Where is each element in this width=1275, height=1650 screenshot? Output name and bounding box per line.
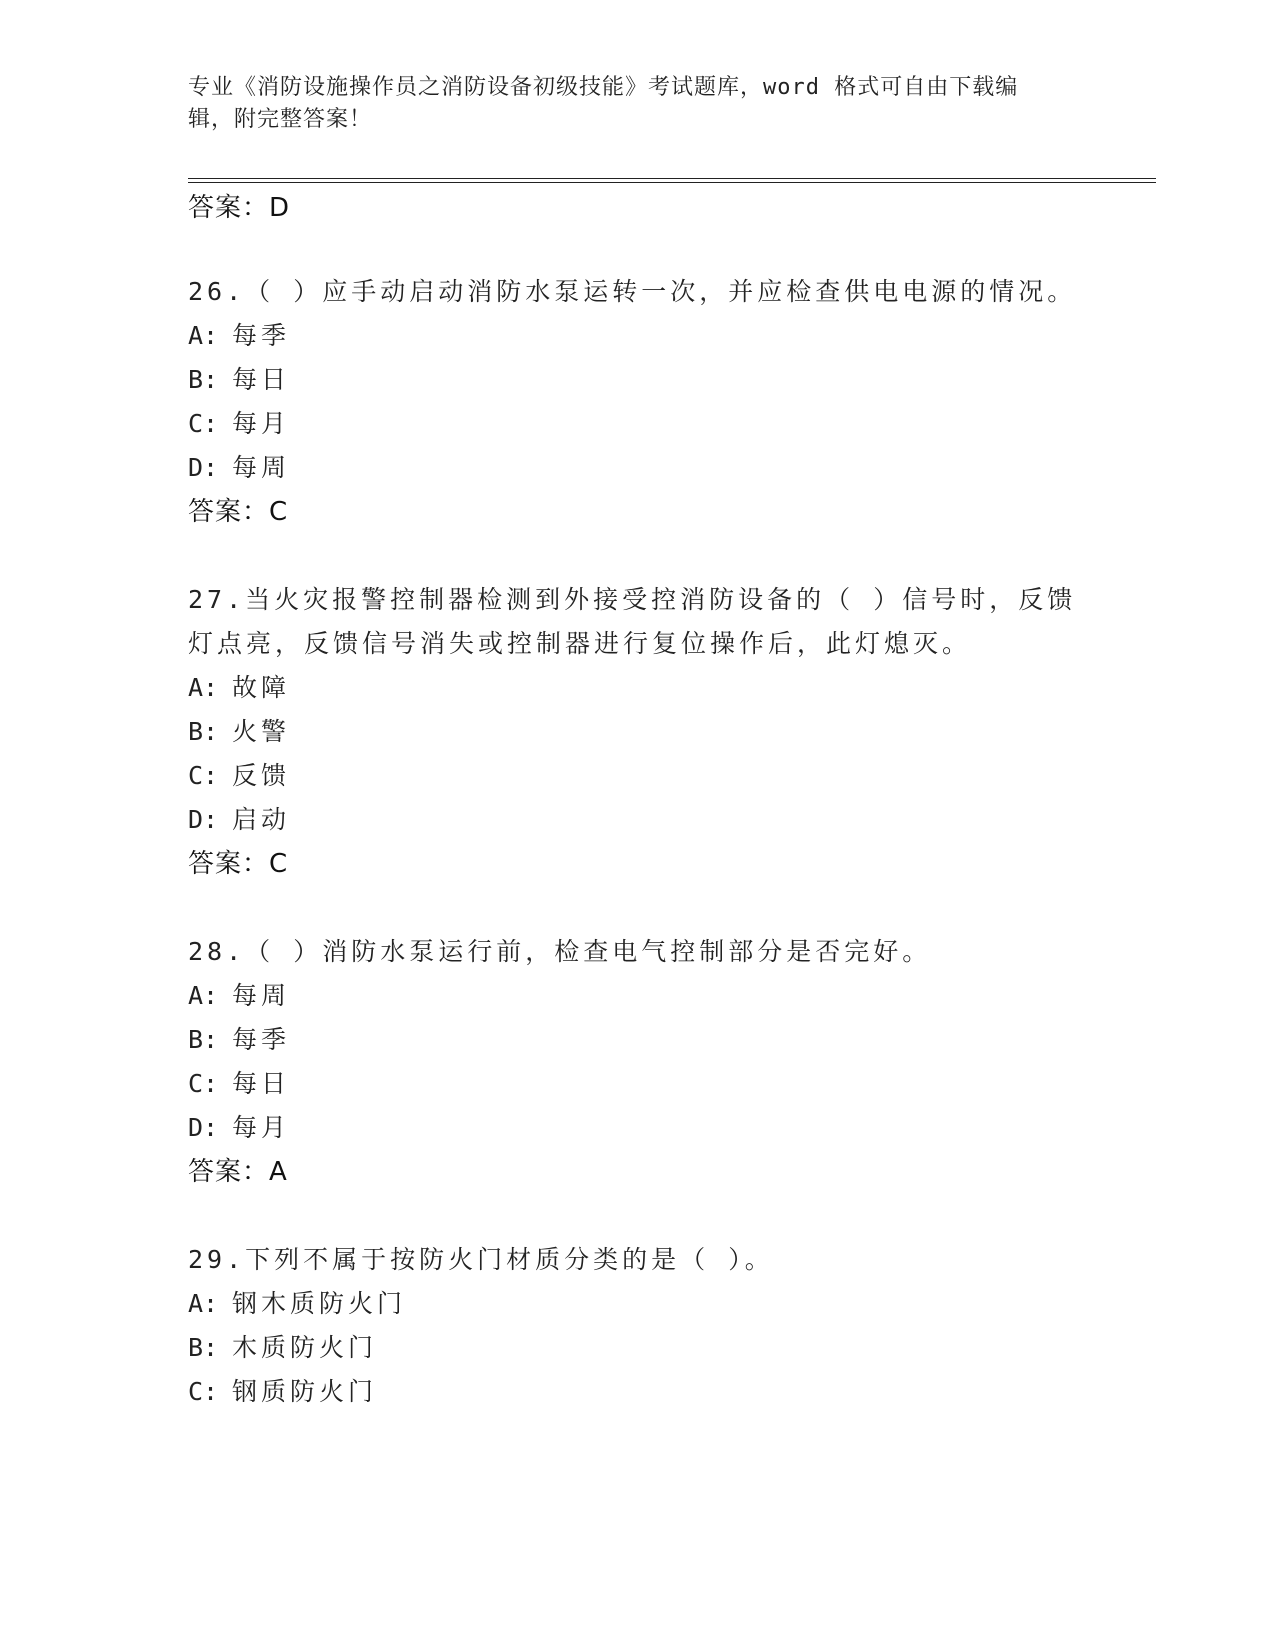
option-key: B: — [188, 1025, 219, 1054]
question-28-answer: 答案：A — [188, 1157, 288, 1187]
question-27-option-b — [188, 716, 290, 748]
question-26-text: 26.（ ）应手动启动消防水泵运转一次，并应检查供电电源的情况。 — [188, 277, 1077, 306]
question-27-option-d — [188, 804, 290, 836]
header-line-2: 辑，附完整答案！ — [188, 107, 373, 132]
question-26-option-b — [188, 364, 290, 396]
question-29-text: 29.下列不属于按防火门材质分类的是（ ）。 — [188, 1245, 774, 1274]
question-26-option-c — [188, 408, 290, 440]
question-29-option-c — [188, 1376, 377, 1408]
option-key: B: — [188, 365, 219, 394]
option-key: A: — [188, 321, 219, 350]
question-26-option-d — [188, 452, 290, 484]
question-27-text-line-1: 27.当火灾报警控制器检测到外接受控消防设备的（ ）信号时，反馈 — [188, 585, 1077, 614]
option-text: 每周 — [232, 981, 291, 1010]
question-27-text-line-2: 灯点亮，反馈信号消失或控制器进行复位操作后，此灯熄灭。 — [188, 629, 972, 658]
header-line-1: 专业《消防设施操作员之消防设备初级技能》考试题库，word 格式可自由下载编 — [188, 75, 1019, 100]
option-key: D: — [188, 453, 219, 482]
option-text: 每日 — [232, 365, 291, 394]
option-text: 每日 — [232, 1069, 291, 1098]
header-divider-bottom — [188, 182, 1156, 183]
question-26-option-a — [188, 320, 290, 352]
option-text: 反馈 — [232, 761, 291, 790]
option-text: 木质防火门 — [232, 1333, 378, 1362]
option-text: 钢质防火门 — [232, 1377, 378, 1406]
option-key: A: — [188, 673, 219, 702]
header-divider-top — [188, 178, 1156, 179]
question-28-option-c — [188, 1068, 290, 1100]
option-text: 每月 — [232, 1113, 291, 1142]
previous-answer: 答案：D — [188, 193, 291, 223]
option-key: C: — [188, 1377, 219, 1406]
question-28-option-a — [188, 980, 290, 1012]
option-key: B: — [188, 1333, 219, 1362]
option-key: A: — [188, 981, 219, 1010]
option-key: B: — [188, 717, 219, 746]
option-key: C: — [188, 409, 219, 438]
option-key: C: — [188, 761, 219, 790]
question-29-option-b — [188, 1332, 377, 1364]
option-text: 钢木质防火门 — [232, 1289, 407, 1318]
question-29-option-a — [188, 1288, 406, 1320]
option-key: D: — [188, 1113, 219, 1142]
option-text: 每周 — [232, 453, 291, 482]
document-header — [188, 72, 1088, 136]
question-27-answer: 答案：C — [188, 849, 289, 879]
question-27-option-a — [188, 672, 290, 704]
option-key: D: — [188, 805, 219, 834]
option-text: 启动 — [232, 805, 291, 834]
option-text: 火警 — [232, 717, 291, 746]
question-27-option-c — [188, 760, 290, 792]
question-26-answer: 答案：C — [188, 497, 289, 527]
question-28-option-d — [188, 1112, 290, 1144]
question-28-text: 28.（ ）消防水泵运行前，检查电气控制部分是否完好。 — [188, 937, 932, 966]
option-key: A: — [188, 1289, 219, 1318]
option-text: 故障 — [232, 673, 291, 702]
question-28-option-b — [188, 1024, 290, 1056]
option-text: 每月 — [232, 409, 291, 438]
option-text: 每季 — [232, 1025, 291, 1054]
option-text: 每季 — [232, 321, 291, 350]
option-key: C: — [188, 1069, 219, 1098]
